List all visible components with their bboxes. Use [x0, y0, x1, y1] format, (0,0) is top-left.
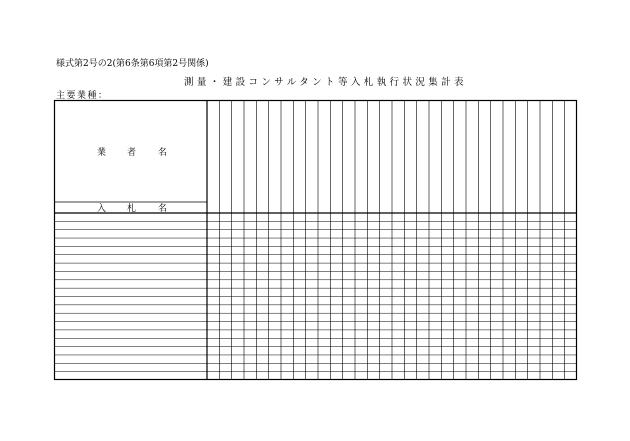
- bid-label-char-1: 入: [97, 204, 107, 214]
- vendor-label-char-3: 名: [158, 148, 168, 158]
- bid-label-char-2: 札: [127, 204, 137, 214]
- main-category-label: 主要業種：: [56, 91, 109, 101]
- vendor-label-char-2: 者: [127, 148, 137, 158]
- vendor-label-char-1: 業: [97, 148, 107, 158]
- tender-summary-table: [54, 100, 577, 380]
- table-border: [55, 101, 577, 380]
- table-grid-lines: [54, 100, 577, 380]
- form-id: 様式第2号の2(第6条第6項第2号関係): [56, 59, 209, 69]
- page-title: 測量・建設コンサルタント等入札執行状況集計表: [184, 77, 467, 88]
- bid-label-char-3: 名: [158, 204, 168, 214]
